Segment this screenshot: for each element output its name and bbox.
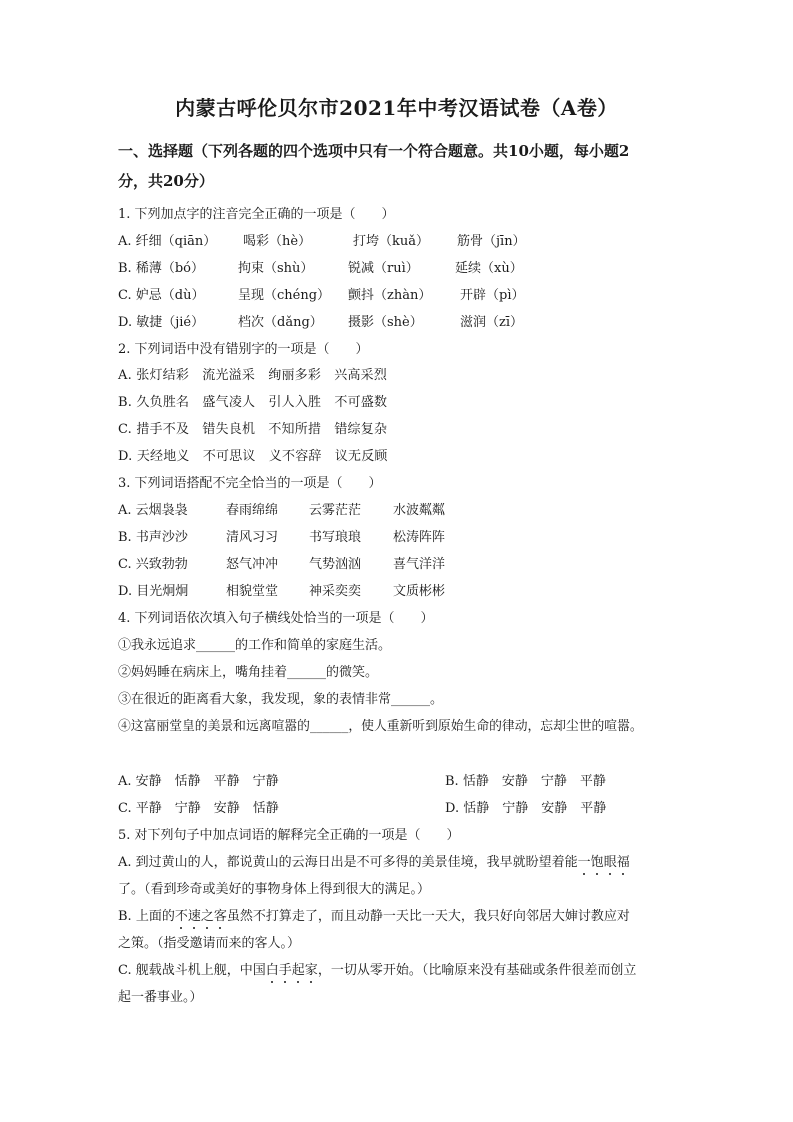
q4-sentence-2: ②妈妈睡在病床上，嘴角挂着______的微笑。 bbox=[118, 665, 379, 680]
q4-option-c: C. 平静 宁静 安静 恬静 bbox=[118, 801, 279, 816]
q5-option-b-line2: 之策。（指受邀请而来的客人。） bbox=[118, 936, 301, 951]
q3-option-c-3: 气势汹汹 bbox=[309, 557, 362, 572]
emphasis-char: 客 bbox=[214, 905, 227, 924]
q3-option-b-1: B. 书声沙沙 bbox=[118, 530, 188, 545]
dotted-word bbox=[578, 855, 630, 870]
q3-stem: 3. 下列词语搭配不完全恰当的一项是（ ） bbox=[118, 476, 382, 491]
q3-option-b-4: 松涛阵阵 bbox=[393, 530, 446, 545]
q5-option-a-line1 bbox=[118, 851, 630, 870]
q1-option-c-3: 颤抖（zhàn） bbox=[348, 288, 432, 303]
q4-sentence-4: ④这富丽堂皇的美景和远离喧嚣的______，使人重新听到原始生命的律动，忘却尘世的喧嚣。 bbox=[118, 719, 643, 734]
q3-option-d-2: 相貌堂堂 bbox=[226, 584, 279, 599]
q3-option-b-2: 清风习习 bbox=[226, 530, 279, 545]
q1-option-d-4: 滋润（zī） bbox=[460, 315, 524, 330]
q2-option-c: C. 措手不及 错失良机 不知所措 错综复杂 bbox=[118, 422, 388, 437]
q1-option-b-4: 延续（xù） bbox=[455, 261, 523, 276]
section-heading-line2: 分，共20分） bbox=[118, 172, 214, 190]
emphasis-char: 手 bbox=[279, 959, 292, 978]
q4-sentence-1: ①我永远追求______的工作和简单的家庭生活。 bbox=[118, 638, 392, 653]
emphasis-char: 饱 bbox=[591, 851, 604, 870]
emphasis-char: 一 bbox=[578, 851, 591, 870]
q3-option-c-1: C. 兴致勃勃 bbox=[118, 557, 188, 572]
q4-sentence-3: ③在很近的距离看大象，我发现，象的表情非常______。 bbox=[118, 692, 444, 707]
q5-option-c-text-pre: C. 舰载战斗机上舰，中国 bbox=[118, 963, 266, 978]
q2-option-d: D. 天经地义 不可思议 义不容辞 议无反顾 bbox=[118, 449, 388, 464]
q1-option-a-3: 打垮（kuǎ） bbox=[353, 234, 430, 249]
q3-option-a-3: 云雾茫茫 bbox=[309, 503, 362, 518]
q5-option-b-text-post: 虽然不打算走了，而且动静一天比一天大，我只好向邻居大婶讨教应对 bbox=[226, 909, 630, 924]
q3-option-a-4: 水波粼粼 bbox=[393, 503, 446, 518]
q1-option-d-1: D. 敏捷（jié） bbox=[118, 315, 205, 330]
q5-option-a-dotted-phrase bbox=[578, 855, 630, 870]
q1-option-a-1: A. 纤细（qiān） bbox=[118, 234, 217, 249]
q1-option-d-2: 档次（dǎng） bbox=[238, 315, 323, 330]
q5-stem: 5. 对下列句子中加点词语的解释完全正确的一项是（ ） bbox=[118, 828, 460, 843]
emphasis-char: 福 bbox=[617, 851, 630, 870]
q1-option-a-2: 喝彩（hè） bbox=[243, 234, 312, 249]
q5-option-c-text-post: ，一切从零开始。（比喻原来没有基础或条件很差而创立 bbox=[317, 963, 637, 978]
q1-option-b-2: 拘束（shù） bbox=[238, 261, 314, 276]
q1-option-c-2: 呈现（chéng） bbox=[238, 288, 331, 303]
q3-option-b-3: 书写琅琅 bbox=[309, 530, 362, 545]
q1-option-d-3: 摄影（shè） bbox=[348, 315, 423, 330]
q1-option-c-4: 开辟（pì） bbox=[460, 288, 525, 303]
q4-stem: 4. 下列词语依次填入句子横线处恰当的一项是（ ） bbox=[118, 611, 434, 626]
q2-option-a: A. 张灯结彩 流光溢采 绚丽多彩 兴高采烈 bbox=[118, 368, 388, 383]
q1-stem: 1. 下列加点字的注音完全正确的一项是（ ） bbox=[118, 207, 395, 222]
q4-option-b: B. 恬静 安静 宁静 平静 bbox=[445, 774, 606, 789]
q3-option-d-3: 神采奕奕 bbox=[309, 584, 362, 599]
q1-option-b-1: B. 稀薄（bó） bbox=[118, 261, 204, 276]
q5-option-b-line1 bbox=[118, 905, 630, 924]
page-title: 内蒙古呼伦贝尔市2021年中考汉语试卷（A卷） bbox=[175, 96, 618, 120]
q4-option-a: A. 安静 恬静 平静 宁静 bbox=[118, 774, 279, 789]
q2-option-b: B. 久负胜名 盛气凌人 引人入胜 不可盛数 bbox=[118, 395, 388, 410]
section-heading-line1: 一、选择题（下列各题的四个选项中只有一个符合题意。共10小题，每小题2 bbox=[118, 142, 630, 160]
q5-option-c-line1 bbox=[118, 959, 636, 978]
emphasis-char: 眼 bbox=[604, 851, 617, 870]
q1-option-b-3: 锐减（ruì） bbox=[348, 261, 419, 276]
q1-option-a-4: 筋骨（jīn） bbox=[457, 234, 526, 249]
q2-stem: 2. 下列词语中没有错别字的一项是（ ） bbox=[118, 342, 369, 357]
q3-option-a-1: A. 云烟袅袅 bbox=[118, 503, 188, 518]
emphasis-char: 之 bbox=[201, 905, 214, 924]
q4-option-d: D. 恬静 宁静 安静 平静 bbox=[445, 801, 607, 816]
q3-option-d-1: D. 目光炯炯 bbox=[118, 584, 189, 599]
q5-option-a-text: A. 到过黄山的人，都说黄山的云海日出是不可多得的美景佳境，我早就盼望着能 bbox=[118, 855, 578, 870]
emphasis-char: 速 bbox=[188, 905, 201, 924]
q3-option-c-4: 喜气洋洋 bbox=[393, 557, 446, 572]
q1-option-c-1: C. 妒忌（dù） bbox=[118, 288, 205, 303]
q5-option-a-line2: 了。（看到珍奇或美好的事物身体上得到很大的满足。） bbox=[118, 882, 431, 897]
q3-option-d-4: 文质彬彬 bbox=[393, 584, 446, 599]
q5-option-b-text-pre: B. 上面的 bbox=[118, 909, 175, 924]
emphasis-char: 白 bbox=[266, 959, 279, 978]
dotted-word bbox=[266, 963, 318, 978]
q3-option-c-2: 怒气冲冲 bbox=[226, 557, 279, 572]
dotted-word bbox=[175, 909, 227, 924]
q3-option-a-2: 春雨绵绵 bbox=[226, 503, 279, 518]
emphasis-char: 不 bbox=[175, 905, 188, 924]
q5-option-c-line2: 起一番事业。） bbox=[118, 990, 203, 1005]
emphasis-char: 起 bbox=[292, 959, 305, 978]
emphasis-char: 家 bbox=[305, 959, 318, 978]
